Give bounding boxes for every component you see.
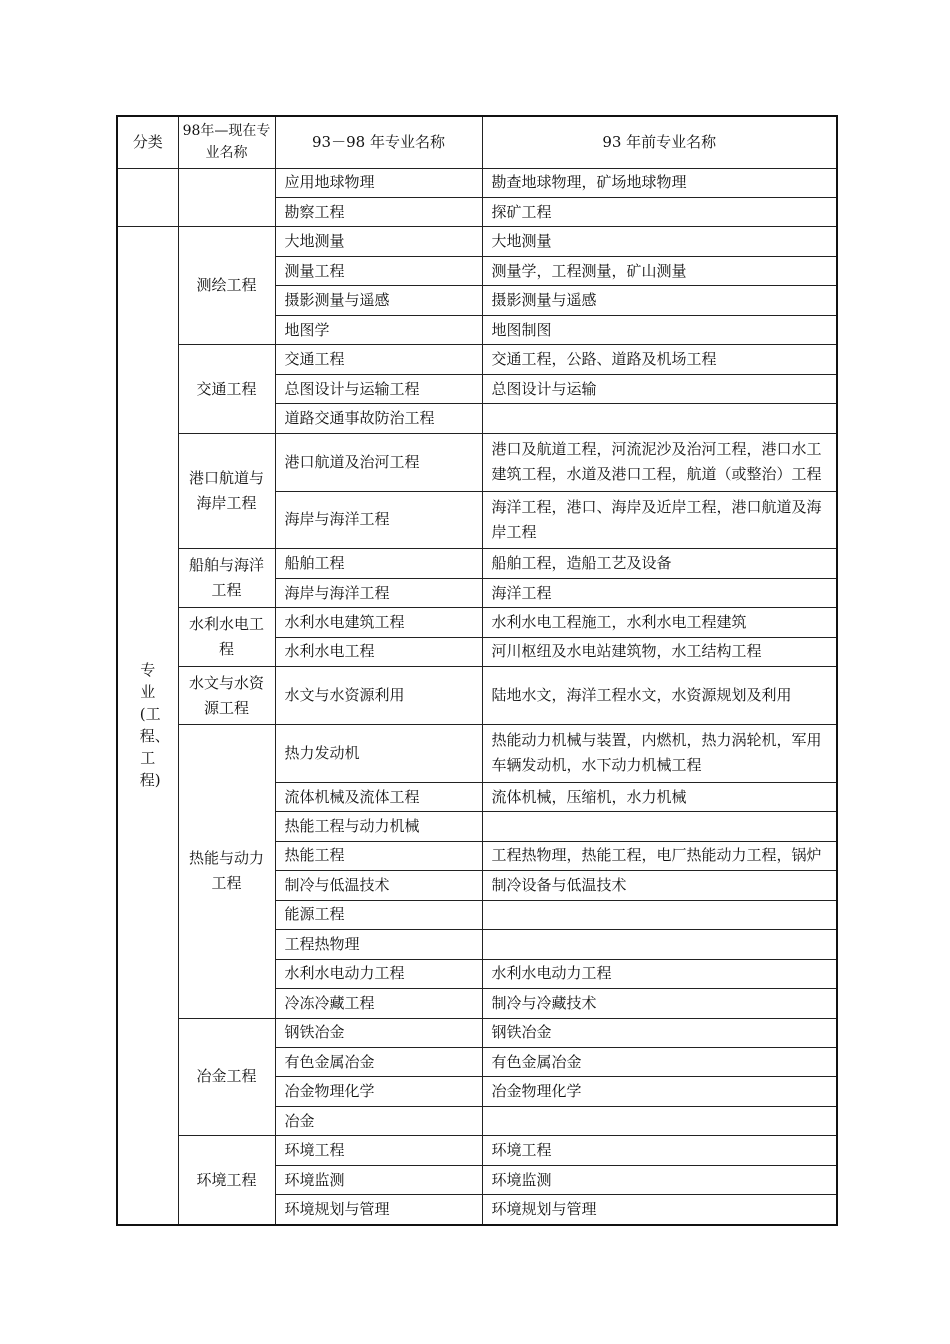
major-1993-1998: 热能工程与动力机械	[275, 812, 482, 841]
major-pre-1993: 水利水电动力工程	[482, 959, 837, 988]
header-current-name: 98年—现在专业名称	[178, 116, 275, 168]
group-name: 交通工程	[178, 345, 275, 433]
major-1993-1998: 应用地球物理	[275, 168, 482, 197]
table-row	[117, 345, 837, 374]
major-1993-1998: 环境工程	[275, 1136, 482, 1165]
group-name: 水文与水资源工程	[178, 667, 275, 725]
major-pre-1993: 河川枢纽及水电站建筑物，水工结构工程	[482, 637, 837, 666]
major-1993-1998: 环境监测	[275, 1165, 482, 1194]
major-1993-1998: 水文与水资源利用	[275, 667, 482, 725]
header-pre-1993-name: 93 年前专业名称	[482, 116, 837, 168]
major-1993-1998: 制冷与低温技术	[275, 871, 482, 900]
table-row	[117, 667, 837, 725]
major-pre-1993: 有色金属冶金	[482, 1048, 837, 1077]
category-cell-empty	[117, 168, 178, 227]
major-pre-1993: 环境工程	[482, 1136, 837, 1165]
major-1993-1998: 水利水电动力工程	[275, 959, 482, 988]
group-cell-empty	[178, 168, 275, 227]
major-pre-1993: 流体机械，压缩机，水力机械	[482, 782, 837, 811]
major-pre-1993: 冶金物理化学	[482, 1077, 837, 1106]
major-pre-1993	[482, 812, 837, 841]
major-1993-1998: 冷冻冷藏工程	[275, 989, 482, 1018]
major-1993-1998: 热能工程	[275, 841, 482, 870]
major-pre-1993: 船舶工程，造船工艺及设备	[482, 549, 837, 578]
major-pre-1993: 制冷与冷藏技术	[482, 989, 837, 1018]
table-row	[117, 549, 837, 578]
group-name: 冶金工程	[178, 1018, 275, 1136]
group-name: 测绘工程	[178, 227, 275, 345]
major-1993-1998: 环境规划与管理	[275, 1195, 482, 1225]
major-1993-1998: 钢铁冶金	[275, 1018, 482, 1047]
major-1993-1998: 流体机械及流体工程	[275, 782, 482, 811]
major-pre-1993: 水利水电工程施工，水利水电工程建筑	[482, 608, 837, 637]
major-pre-1993: 交通工程，公路、道路及机场工程	[482, 345, 837, 374]
major-pre-1993: 摄影测量与遥感	[482, 286, 837, 315]
group-name: 水利水电工程	[178, 608, 275, 667]
major-1993-1998: 冶金	[275, 1106, 482, 1135]
category-cell	[117, 227, 178, 1225]
group-name: 船舶与海洋工程	[178, 549, 275, 608]
major-pre-1993	[482, 930, 837, 959]
group-name: 热能与动力工程	[178, 724, 275, 1018]
table-row	[117, 724, 837, 782]
header-category: 分类	[117, 116, 178, 168]
major-1993-1998: 冶金物理化学	[275, 1077, 482, 1106]
category-label: 专业(工程、工程)	[139, 660, 170, 789]
major-pre-1993	[482, 1106, 837, 1135]
table-row	[117, 433, 837, 491]
major-1993-1998: 港口航道及治河工程	[275, 433, 482, 491]
major-1993-1998: 水利水电建筑工程	[275, 608, 482, 637]
table-row	[117, 168, 837, 197]
major-pre-1993: 总图设计与运输	[482, 374, 837, 403]
major-1993-1998: 能源工程	[275, 900, 482, 929]
major-pre-1993: 制冷设备与低温技术	[482, 871, 837, 900]
group-name: 环境工程	[178, 1136, 275, 1225]
major-pre-1993: 海洋工程，港口、海岸及近岸工程，港口航道及海岸工程	[482, 491, 837, 549]
major-1993-1998: 道路交通事故防治工程	[275, 404, 482, 433]
major-pre-1993: 探矿工程	[482, 197, 837, 226]
major-pre-1993: 测量学，工程测量，矿山测量	[482, 256, 837, 285]
table-row	[117, 1018, 837, 1047]
table-row	[117, 227, 837, 256]
major-pre-1993: 环境规划与管理	[482, 1195, 837, 1225]
major-pre-1993: 钢铁冶金	[482, 1018, 837, 1047]
major-1993-1998: 有色金属冶金	[275, 1048, 482, 1077]
major-pre-1993	[482, 404, 837, 433]
table-body	[117, 168, 837, 1225]
table-row	[117, 608, 837, 637]
header-row	[117, 116, 837, 168]
major-1993-1998: 测量工程	[275, 256, 482, 285]
major-1993-1998: 海岸与海洋工程	[275, 491, 482, 549]
major-1993-1998: 船舶工程	[275, 549, 482, 578]
major-pre-1993: 环境监测	[482, 1165, 837, 1194]
header-1993-1998-name: 93－98 年专业名称	[275, 116, 482, 168]
major-pre-1993: 大地测量	[482, 227, 837, 256]
major-1993-1998: 总图设计与运输工程	[275, 374, 482, 403]
major-pre-1993	[482, 900, 837, 929]
table-row	[117, 1136, 837, 1165]
major-pre-1993: 港口及航道工程，河流泥沙及治河工程，港口水工建筑工程，水道及港口工程，航道（或整治）工程	[482, 433, 837, 491]
major-pre-1993: 海洋工程	[482, 578, 837, 607]
major-1993-1998: 摄影测量与遥感	[275, 286, 482, 315]
major-pre-1993: 陆地水文，海洋工程水文，水资源规划及利用	[482, 667, 837, 725]
major-1993-1998: 水利水电工程	[275, 637, 482, 666]
major-1993-1998: 勘察工程	[275, 197, 482, 226]
major-pre-1993: 勘查地球物理，矿场地球物理	[482, 168, 837, 197]
major-pre-1993: 工程热物理，热能工程，电厂热能动力工程，锅炉	[482, 841, 837, 870]
major-1993-1998: 工程热物理	[275, 930, 482, 959]
major-pre-1993: 热能动力机械与装置，内燃机，热力涡轮机，军用车辆发动机，水下动力机械工程	[482, 724, 837, 782]
group-name: 港口航道与海岸工程	[178, 433, 275, 549]
major-1993-1998: 交通工程	[275, 345, 482, 374]
major-pre-1993: 地图制图	[482, 315, 837, 344]
major-1993-1998: 热力发动机	[275, 724, 482, 782]
major-mapping-table	[116, 115, 838, 1226]
major-1993-1998: 大地测量	[275, 227, 482, 256]
major-1993-1998: 地图学	[275, 315, 482, 344]
major-1993-1998: 海岸与海洋工程	[275, 578, 482, 607]
